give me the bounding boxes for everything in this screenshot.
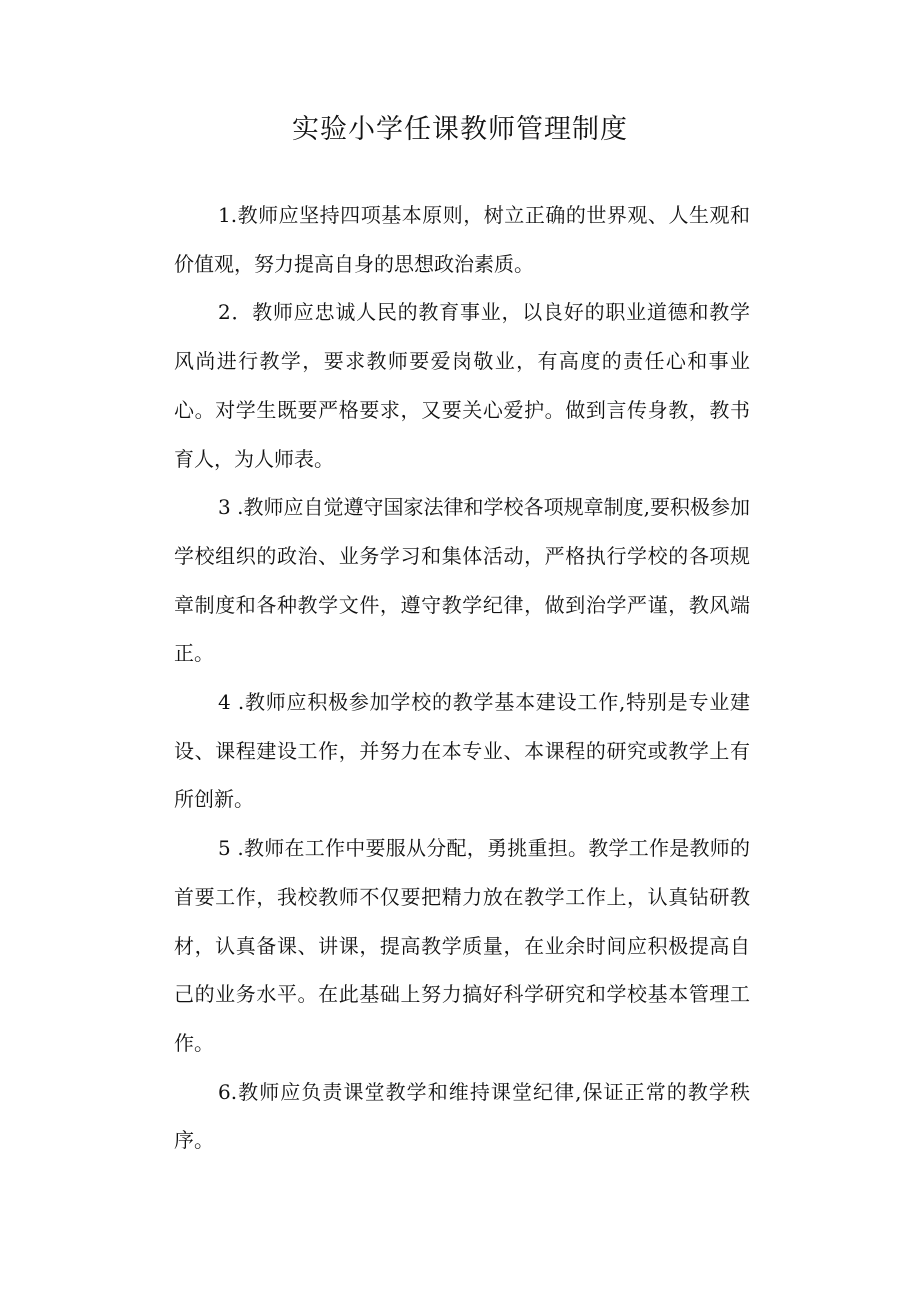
paragraph-5: 5 .教师在工作中要服从分配，勇挑重担。教学工作是教师的首要工作，我校教师不仅要把精力放在教学工作上，认真钻研教材，认真备课、讲课，提高教学质量，在业余时间应积极提高自己的业务水平。在此基础上努力搞好科学研究和学校基本管理工作。 bbox=[174, 836, 750, 1055]
paragraph-3: 3 .教师应自觉遵守国家法律和学校各项规章制度,要积极参加学校组织的政治、业务学习和集体活动，严格执行学校的各项规章制度和各种教学文件，遵守教学纪律，做到治学严谨，教风端正。 bbox=[174, 495, 750, 666]
paragraph-4: 4 .教师应积极参加学校的教学基本建设工作,特别是专业建设、课程建设工作，并努力在本专业、本课程的研究或教学上有所创新。 bbox=[174, 690, 750, 812]
paragraph-1: 1.教师应坚持四项基本原则，树立正确的世界观、人生观和价值观，努力提高自身的思想政治素质。 bbox=[174, 203, 750, 276]
document-title: 实验小学任课教师管理制度 bbox=[292, 114, 628, 145]
document-body bbox=[174, 191, 750, 1165]
paragraph-2: 2．教师应忠诚人民的教育事业，以良好的职业道德和教学风尚进行教学，要求教师要爱岗敬业，有高度的责任心和事业心。对学生既要严格要求，又要关心爱护。做到言传身教，教书育人，为人师表。 bbox=[174, 300, 750, 471]
paragraph-6: 6.教师应负责课堂教学和维持课堂纪律,保证正常的教学秩序。 bbox=[174, 1079, 750, 1153]
